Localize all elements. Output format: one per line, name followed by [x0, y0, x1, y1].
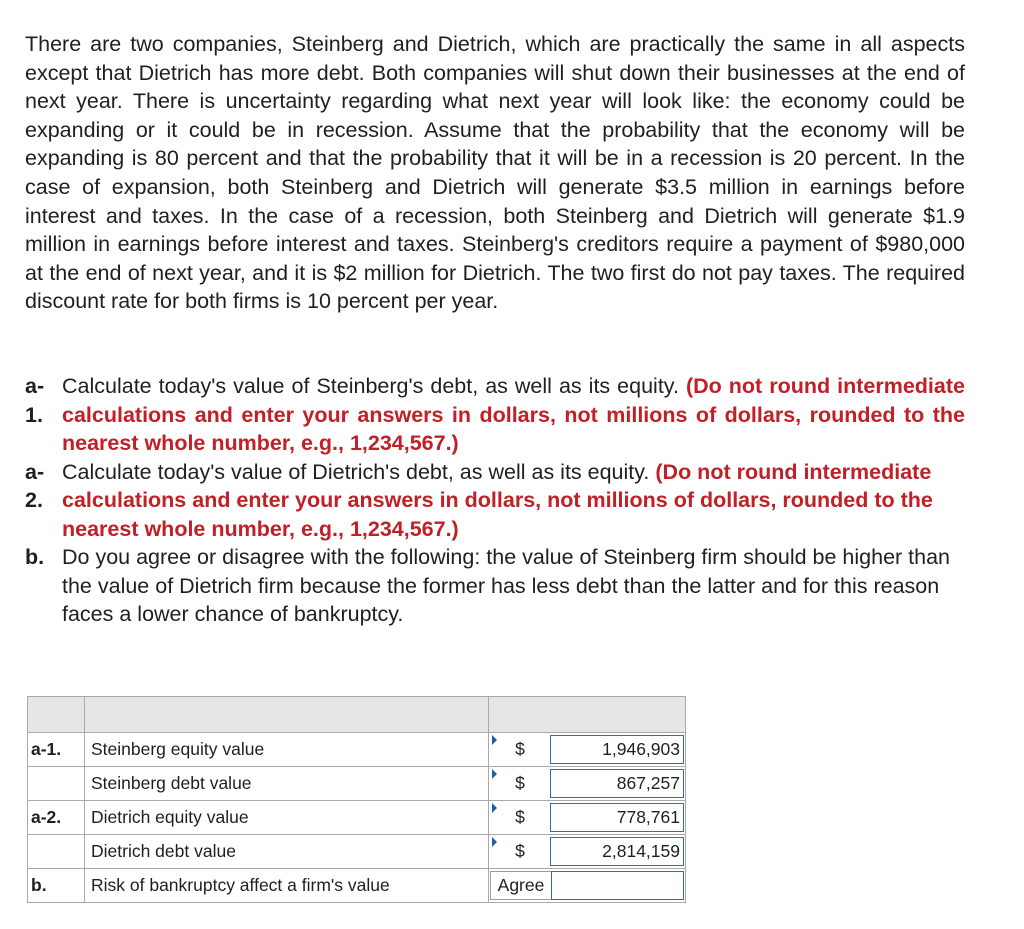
question-list [25, 372, 965, 629]
table-row [28, 733, 686, 767]
question-text: Do you agree or disagree with the following: the value of Steinberg firm should be higher than the value of Dietrich firm because the former has less debt than the latter and for this reason faces a lower chance of bankruptcy. [62, 545, 951, 626]
question-label: b. [25, 545, 45, 569]
row-label: Steinberg equity value [85, 733, 489, 767]
table-row [28, 801, 686, 835]
flag-icon [492, 735, 497, 745]
question-text: Calculate today's value of Dietrich's debt, as well as its equity. [62, 459, 650, 484]
part-label: a-1. [28, 733, 85, 767]
row-label: Risk of bankruptcy affect a firm's value [85, 869, 489, 903]
flag-icon [492, 837, 497, 847]
question-a2 [25, 458, 965, 544]
flag-icon [492, 769, 497, 779]
agree-disagree-select[interactable]: Agree [490, 871, 551, 900]
part-label: b. [28, 869, 85, 903]
question-note: (Do not round intermediate calculations and enter your answers in dollars, not millions of dollars, rounded to the nearest whole number, e.g., 1,234,567.) [62, 459, 933, 541]
table-header-row [28, 697, 686, 733]
steinberg-equity-input[interactable]: 1,946,903 [550, 735, 684, 764]
row-label: Dietrich equity value [85, 801, 489, 835]
answer-table [27, 696, 686, 903]
steinberg-debt-input[interactable]: 867,257 [550, 769, 684, 798]
part-label [28, 835, 85, 869]
row-label: Dietrich debt value [85, 835, 489, 869]
currency-symbol: $ [515, 807, 525, 827]
question-a1 [25, 372, 965, 458]
part-label [28, 767, 85, 801]
question-note: (Do not round intermediate calculations and enter your answers in dollars, not millions of dollars, rounded to the nearest whole number, e.g., 1,234,567.) [62, 374, 965, 455]
dietrich-equity-input[interactable]: 778,761 [550, 803, 684, 832]
question-b [25, 543, 965, 629]
flag-icon [492, 803, 497, 813]
question-label: a- 1. [25, 374, 45, 427]
part-label: a-2. [28, 801, 85, 835]
table-row [28, 869, 686, 903]
question-label: a- 2. [25, 459, 45, 512]
table-row [28, 767, 686, 801]
table-row [28, 835, 686, 869]
problem-statement: There are two companies, Steinberg and Dietrich, which are practically the same in all aspects except that Dietrich has more debt. Both companies will shut down their businesses at the end of next year. There is uncertainty regarding what next year will look like: the economy could be expanding or it could be in recession. Assume that the probability that the economy will be expanding is 80 percent and that the probability that it will be in a recession is 20 percent. In the case of expansion, both Steinberg and Dietrich will generate $3.5 million in earnings before interest and taxes. In the case of a recession, both Steinberg and Dietrich will generate $1.9 million in earnings before interest and taxes. Steinberg's creditors require a payment of $980,000 at the end of next year, and it is $2 million for Dietrich. The two first do not pay taxes. The required discount rate for both firms is 10 percent per year. [25, 32, 965, 314]
currency-symbol: $ [515, 841, 525, 861]
question-text: Calculate today's value of Steinberg's debt, as well as its equity. [62, 374, 679, 398]
explanation-input[interactable] [551, 871, 684, 900]
dietrich-debt-input[interactable]: 2,814,159 [550, 837, 684, 866]
currency-symbol: $ [515, 773, 525, 793]
currency-symbol: $ [515, 739, 525, 759]
row-label: Steinberg debt value [85, 767, 489, 801]
